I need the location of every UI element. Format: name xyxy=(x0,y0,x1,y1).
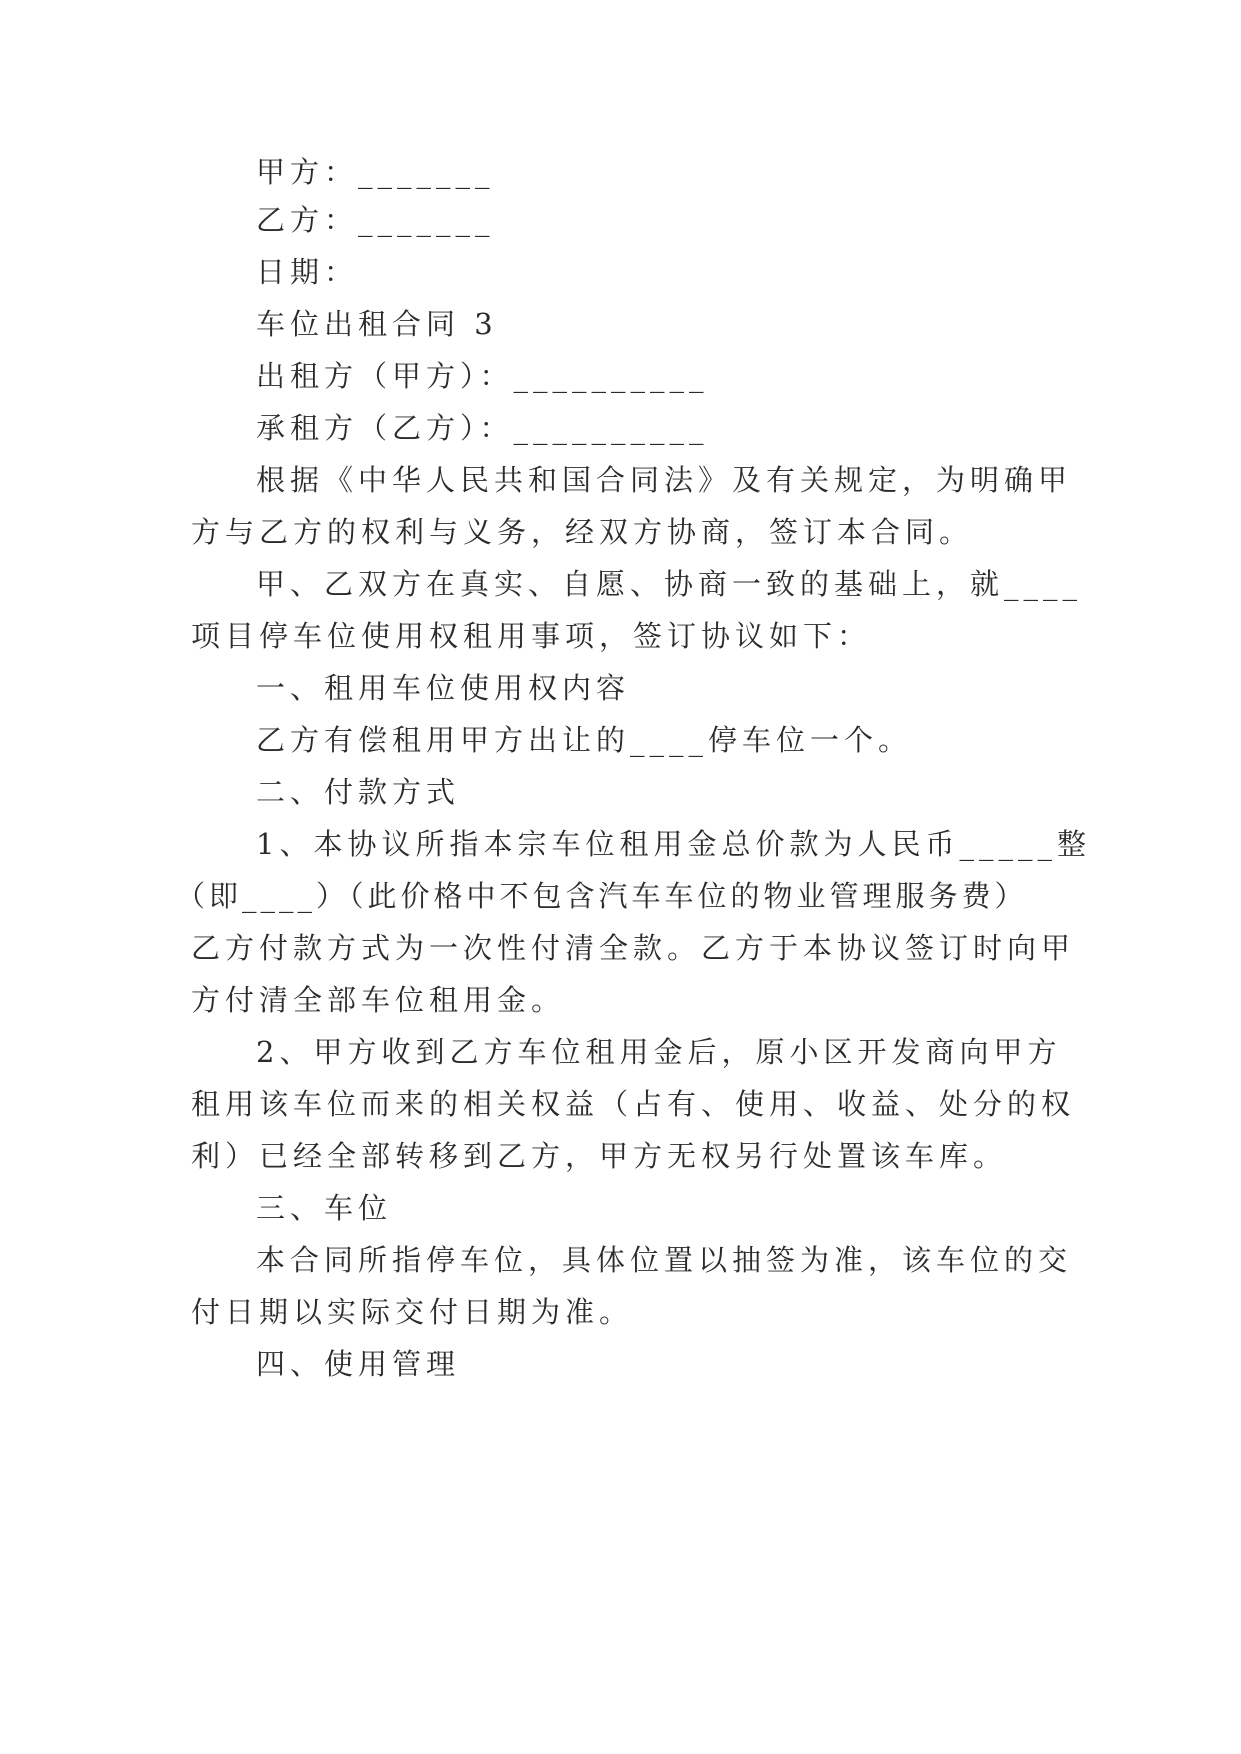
paragraph-line xyxy=(0,460,1241,500)
lessor-line xyxy=(0,356,1241,396)
paragraph-line xyxy=(0,928,1241,968)
paragraph-line xyxy=(0,616,1241,656)
text-line: 承租方（乙方）：__________ xyxy=(256,411,709,445)
paragraph-line xyxy=(0,564,1241,604)
contract-title xyxy=(0,304,1241,344)
section-heading xyxy=(0,668,1241,708)
text-line: 出租方（甲方）：__________ xyxy=(256,359,709,393)
text-line: 二、付款方式 xyxy=(256,775,461,809)
text-line: 甲、乙双方在真实、自愿、协商一致的基础上，就____ xyxy=(256,567,1083,601)
text-line: 四、使用管理 xyxy=(256,1347,461,1381)
text-line: 方与乙方的权利与义务，经双方协商，签订本合同。 xyxy=(191,515,974,549)
paragraph-line xyxy=(0,1032,1241,1072)
text-line: 车位出租合同 3 xyxy=(256,307,498,341)
text-line: 日期： xyxy=(256,255,359,289)
paragraph-line xyxy=(0,1084,1241,1124)
paragraph-line xyxy=(0,720,1241,760)
text-line: （即____）（此价格中不包含汽车车位的物业管理服务费） xyxy=(176,879,1028,913)
paragraph-line xyxy=(0,512,1241,552)
party-b-line xyxy=(0,200,1241,240)
text-line: 三、车位 xyxy=(256,1191,393,1225)
paragraph-line xyxy=(0,876,1241,916)
section-heading xyxy=(0,1344,1241,1384)
paragraph-line xyxy=(0,1292,1241,1332)
text-line: 付日期以实际交付日期为准。 xyxy=(191,1295,634,1329)
text-line: 甲方：_______ xyxy=(256,155,495,189)
paragraph-line xyxy=(0,1136,1241,1176)
text-line: 租用该车位而来的相关权益（占有、使用、收益、处分的权 xyxy=(191,1087,1076,1121)
lessee-line xyxy=(0,408,1241,448)
party-a-line xyxy=(0,152,1241,192)
text-line: 1、本协议所指本宗车位租用金总价款为人民币_____整 xyxy=(256,827,1091,861)
section-heading xyxy=(0,1188,1241,1228)
text-line: 利）已经全部转移到乙方，甲方无权另行处置该车库。 xyxy=(191,1139,1008,1173)
paragraph-line xyxy=(0,980,1241,1020)
text-line: 乙方有偿租用甲方出让的____停车位一个。 xyxy=(256,723,913,757)
paragraph-line xyxy=(0,824,1241,864)
text-line: 项目停车位使用权租用事项，签订协议如下： xyxy=(191,619,872,653)
date-line xyxy=(0,252,1241,292)
text-line: 根据《中华人民共和国合同法》及有关规定，为明确甲 xyxy=(256,463,1073,497)
section-heading xyxy=(0,772,1241,812)
text-line: 本合同所指停车位，具体位置以抽签为准，该车位的交 xyxy=(256,1243,1073,1277)
text-line: 2、甲方收到乙方车位租用金后，原小区开发商向甲方 xyxy=(256,1035,1062,1069)
text-line: 方付清全部车位租用金。 xyxy=(191,983,566,1017)
text-line: 乙方付款方式为一次性付清全款。乙方于本协议签订时向甲 xyxy=(191,931,1076,965)
text-line: 乙方：_______ xyxy=(256,203,495,237)
text-line: 一、租用车位使用权内容 xyxy=(256,671,631,705)
paragraph-line xyxy=(0,1240,1241,1280)
